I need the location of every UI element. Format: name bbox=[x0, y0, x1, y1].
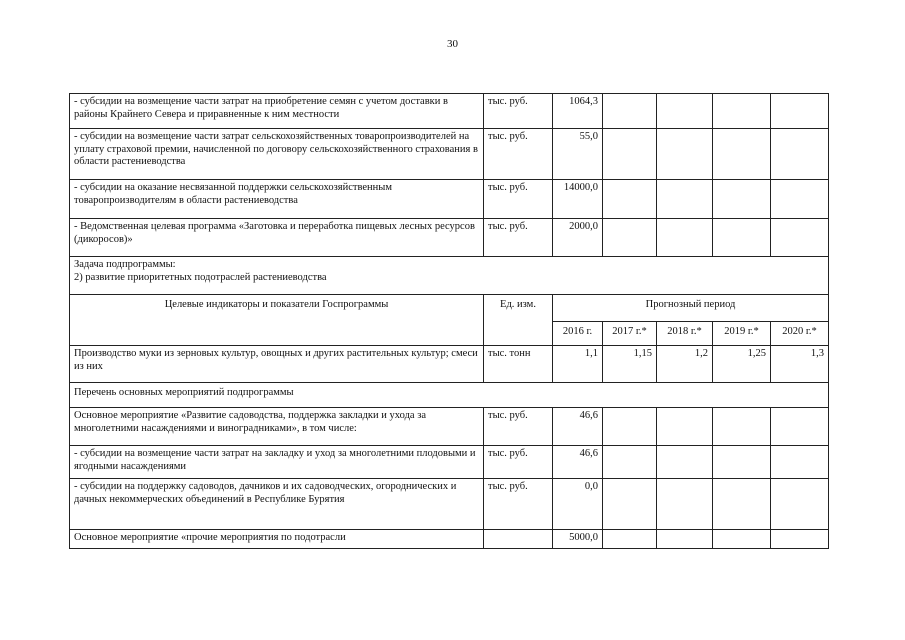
row-value-empty bbox=[657, 446, 713, 479]
program-table bbox=[69, 93, 829, 549]
row-value-empty bbox=[771, 94, 829, 129]
activities-title: Перечень основных мероприятий подпрограммы bbox=[70, 383, 829, 408]
table-row bbox=[70, 530, 829, 549]
row-value-empty bbox=[771, 446, 829, 479]
task-cell bbox=[70, 257, 829, 295]
row-value-empty bbox=[771, 530, 829, 549]
row-unit: тыс. руб. bbox=[484, 446, 553, 479]
row-description: - субсидии на возмещение части затрат на приобретение семян с учетом доставки в районы Крайнего Севера и приравненные к ним местности bbox=[70, 94, 484, 129]
row-value-empty bbox=[713, 94, 771, 129]
row-value-empty bbox=[771, 219, 829, 257]
activities-title-row bbox=[70, 383, 829, 408]
table-row bbox=[70, 408, 829, 446]
row-unit bbox=[484, 530, 553, 549]
row-value-empty bbox=[657, 94, 713, 129]
row-value-empty bbox=[603, 180, 657, 219]
row-value-2016: 0,0 bbox=[553, 479, 603, 530]
header-year-2016: 2016 г. bbox=[553, 322, 603, 346]
task-label: Задача подпрограммы: bbox=[74, 259, 176, 270]
row-description: Основное мероприятие «Развитие садоводства, поддержка закладки и ухода за многолетними насаждениями и виноградниками», в том числе: bbox=[70, 408, 484, 446]
header-row bbox=[70, 295, 829, 322]
table-row bbox=[70, 129, 829, 180]
indicator-value-2016: 1,1 bbox=[553, 346, 603, 383]
row-value-2016: 14000,0 bbox=[553, 180, 603, 219]
row-value-empty bbox=[603, 446, 657, 479]
header-unit: Ед. изм. bbox=[484, 295, 553, 346]
row-value-empty bbox=[657, 408, 713, 446]
row-unit: тыс. руб. bbox=[484, 479, 553, 530]
row-description: Основное мероприятие «прочие мероприятия по подотрасли bbox=[70, 530, 484, 549]
indicator-value-2018: 1,2 bbox=[657, 346, 713, 383]
row-value-2016: 2000,0 bbox=[553, 219, 603, 257]
row-value-empty bbox=[603, 408, 657, 446]
header-indicators: Целевые индикаторы и показатели Госпрограммы bbox=[70, 295, 484, 346]
task-row bbox=[70, 257, 829, 295]
row-description: - субсидии на поддержку садоводов, дачников и их садоводческих, огороднических и дачных некоммерческих объединений в Республике Бурятия bbox=[70, 479, 484, 530]
table-row bbox=[70, 219, 829, 257]
header-year-2019: 2019 г.* bbox=[713, 322, 771, 346]
row-value-empty bbox=[713, 180, 771, 219]
row-description: - субсидии на оказание несвязанной поддержки сельскохозяйственным товаропроизводителям в области растениеводства bbox=[70, 180, 484, 219]
row-unit: тыс. руб. bbox=[484, 180, 553, 219]
row-value-empty bbox=[713, 479, 771, 530]
table-section-bottom bbox=[70, 408, 829, 549]
row-value-empty bbox=[713, 219, 771, 257]
indicator-unit: тыс. тонн bbox=[484, 346, 553, 383]
table-row bbox=[70, 446, 829, 479]
indicator-value-2019: 1,25 bbox=[713, 346, 771, 383]
table-section-task bbox=[70, 257, 829, 408]
row-unit: тыс. руб. bbox=[484, 94, 553, 129]
header-year-2017: 2017 г.* bbox=[603, 322, 657, 346]
row-value-empty bbox=[713, 446, 771, 479]
table-row bbox=[70, 479, 829, 530]
row-value-2016: 1064,3 bbox=[553, 94, 603, 129]
row-value-empty bbox=[771, 129, 829, 180]
table-row bbox=[70, 94, 829, 129]
row-value-empty bbox=[713, 129, 771, 180]
header-year-2018: 2018 г.* bbox=[657, 322, 713, 346]
row-value-empty bbox=[771, 408, 829, 446]
row-value-empty bbox=[657, 479, 713, 530]
row-value-empty bbox=[771, 479, 829, 530]
row-value-2016: 46,6 bbox=[553, 408, 603, 446]
row-value-2016: 46,6 bbox=[553, 446, 603, 479]
row-value-empty bbox=[603, 219, 657, 257]
row-unit: тыс. руб. bbox=[484, 408, 553, 446]
table-section-top bbox=[70, 94, 829, 257]
indicator-value-2017: 1,15 bbox=[603, 346, 657, 383]
page-number: 30 bbox=[447, 38, 458, 50]
row-unit: тыс. руб. bbox=[484, 129, 553, 180]
task-text: 2) развитие приоритетных подотраслей растениеводства bbox=[74, 271, 327, 283]
row-unit: тыс. руб. bbox=[484, 219, 553, 257]
row-value-empty bbox=[713, 530, 771, 549]
row-value-empty bbox=[657, 129, 713, 180]
row-value-2016: 55,0 bbox=[553, 129, 603, 180]
row-value-empty bbox=[713, 408, 771, 446]
indicator-value-2020: 1,3 bbox=[771, 346, 829, 383]
table-row bbox=[70, 180, 829, 219]
indicator-row bbox=[70, 346, 829, 383]
row-description: - субсидии на возмещение части затрат на закладку и уход за многолетними плодовыми и ягодными насаждениями bbox=[70, 446, 484, 479]
indicator-text: Производство муки из зерновых культур, овощных и других растительных культур; смеси из них bbox=[70, 346, 484, 383]
row-value-empty bbox=[657, 180, 713, 219]
row-value-empty bbox=[603, 94, 657, 129]
row-value-empty bbox=[657, 530, 713, 549]
row-value-empty bbox=[603, 530, 657, 549]
header-forecast: Прогнозный период bbox=[553, 295, 829, 322]
row-value-empty bbox=[603, 479, 657, 530]
row-value-empty bbox=[657, 219, 713, 257]
row-value-2016: 5000,0 bbox=[553, 530, 603, 549]
row-value-empty bbox=[771, 180, 829, 219]
row-description: - Ведомственная целевая программа «Заготовка и переработка пищевых лесных ресурсов (дикоросов)» bbox=[70, 219, 484, 257]
row-description: - субсидии на возмещение части затрат сельскохозяйственных товаропроизводителей на уплату страховой премии, начисленной по договору сельскохозяйственного страхования в области растениеводства bbox=[70, 129, 484, 180]
header-year-2020: 2020 г.* bbox=[771, 322, 829, 346]
row-value-empty bbox=[603, 129, 657, 180]
